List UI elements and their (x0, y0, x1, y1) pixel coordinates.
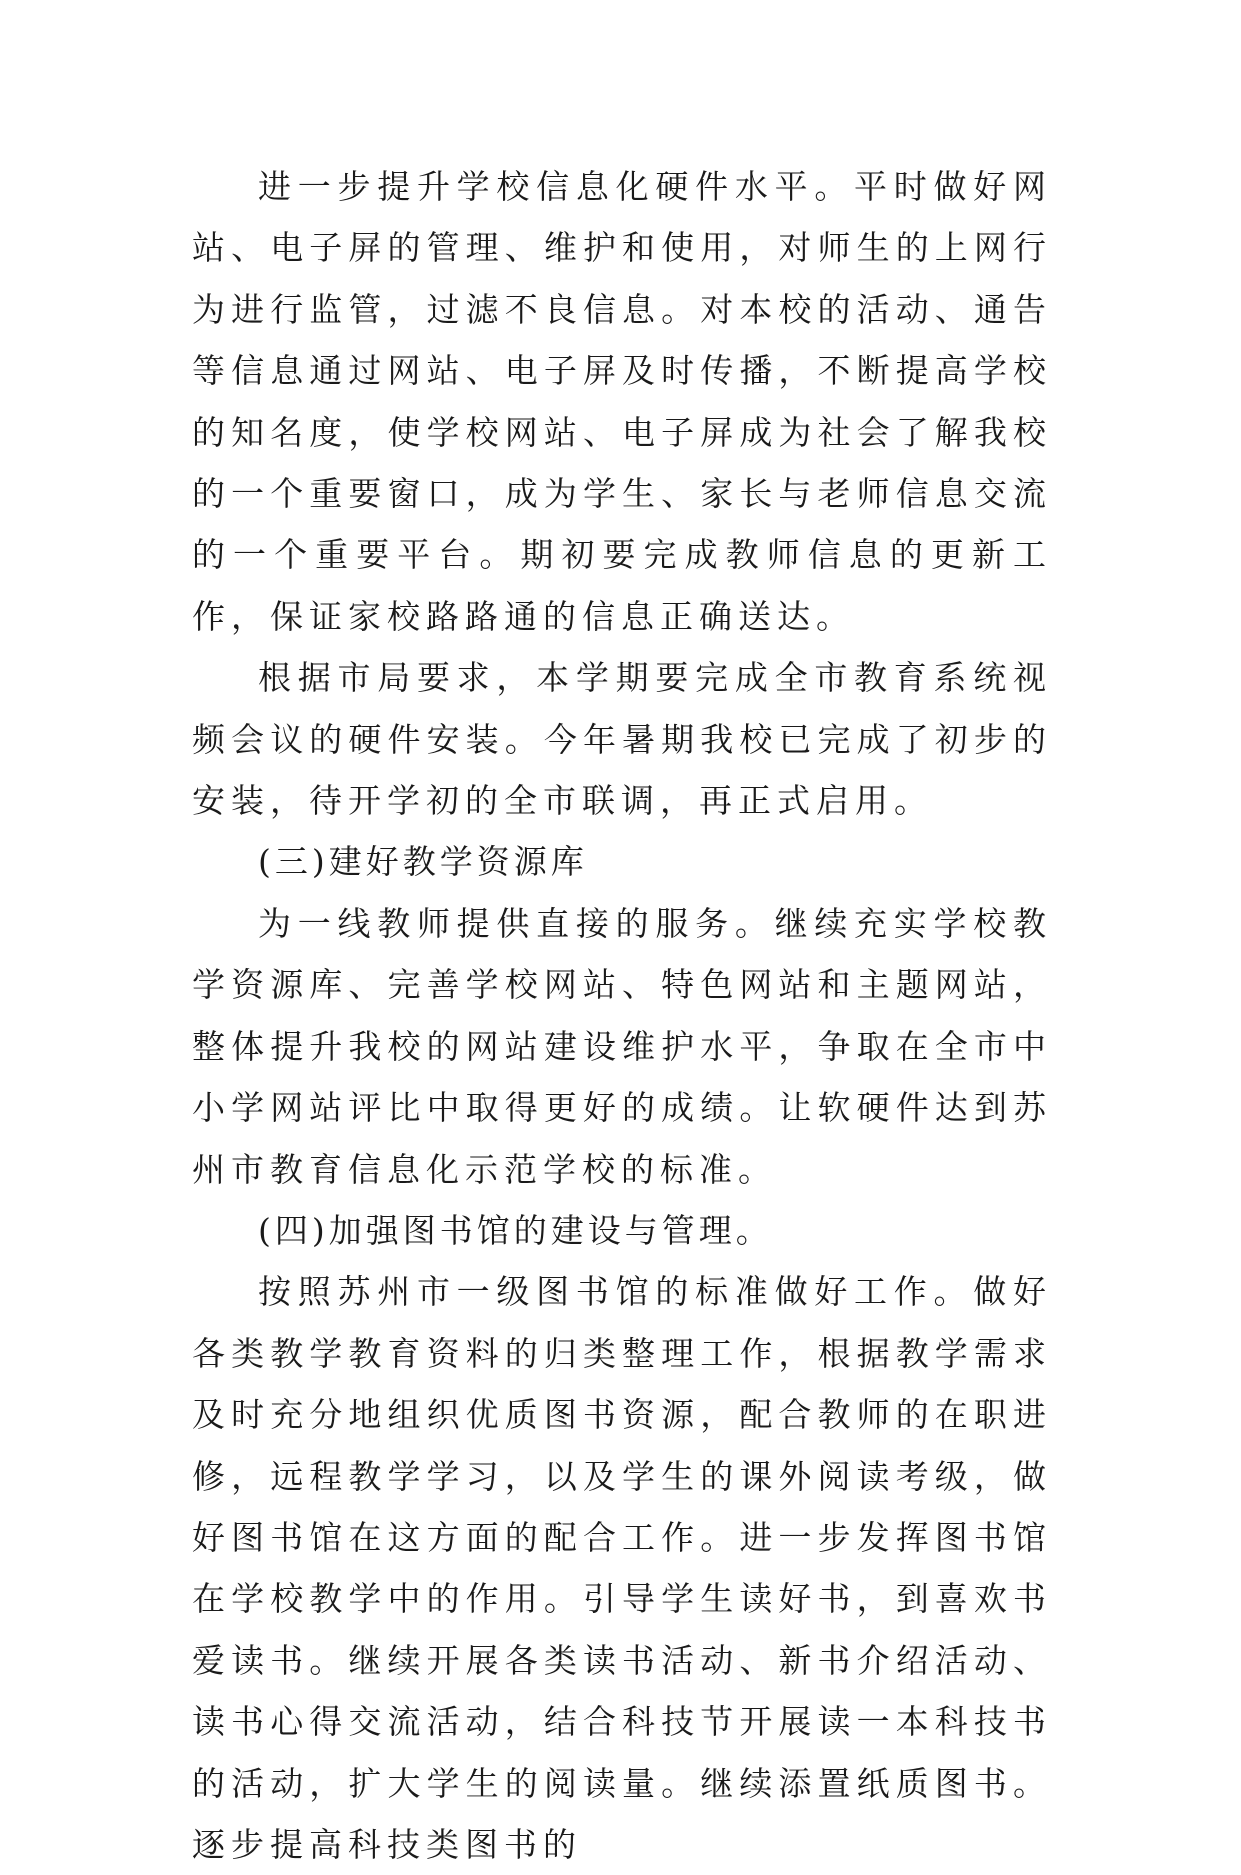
section-heading-library: (四)加强图书馆的建设与管理。 (258, 1210, 773, 1250)
paragraph-hardware: 进一步提升学校信息化硬件水平。平时做好网站、电子屏的管理、维护和使用，对师生的上网行为进行监管，过滤不良信息。对本校的活动、通告等信息通过网站、电子屏及时传播，不断提高学校的知名度，使学校网站、电子屏成为社会了解我校的一个重要窗口，成为学生、家长与老师信息交流的一个重要平台。期初要完成教师信息的更新工作，保证家校路路通的信息正确送达。 (192, 167, 1052, 636)
paragraph-library: 按照苏州市一级图书馆的标准做好工作。做好各类教学教育资料的归类整理工作，根据教学需求及时充分地组织优质图书资源，配合教师的在职进修，远程教学学习，以及学生的课外阅读考级，做好图书馆在这方面的配合工作。进一步发挥图书馆在学校教学中的作用。引导学生读好书，到喜欢书爱读书。继续开展各类读书活动、新书介绍活动、读书心得交流活动，结合科技节开展读一本科技书的活动，扩大学生的阅读量。继续添置纸质图书。逐步提高科技类图书的 (192, 1272, 1052, 1864)
section-heading-resource-library: (三)建好教学资源库 (258, 842, 588, 882)
document-body (192, 156, 1052, 1875)
paragraph-resource-library: 为一线教师提供直接的服务。继续充实学校教学资源库、完善学校网站、特色网站和主题网站，整体提升我校的网站建设维护水平，争取在全市中小学网站评比中取得更好的成绩。让软硬件达到苏州市教育信息化示范学校的标准。 (192, 903, 1052, 1189)
paragraph-video-conference: 根据市局要求，本学期要完成全市教育系统视频会议的硬件安装。今年暑期我校已完成了初步的安装，待开学初的全市联调，再正式启用。 (192, 658, 1052, 821)
